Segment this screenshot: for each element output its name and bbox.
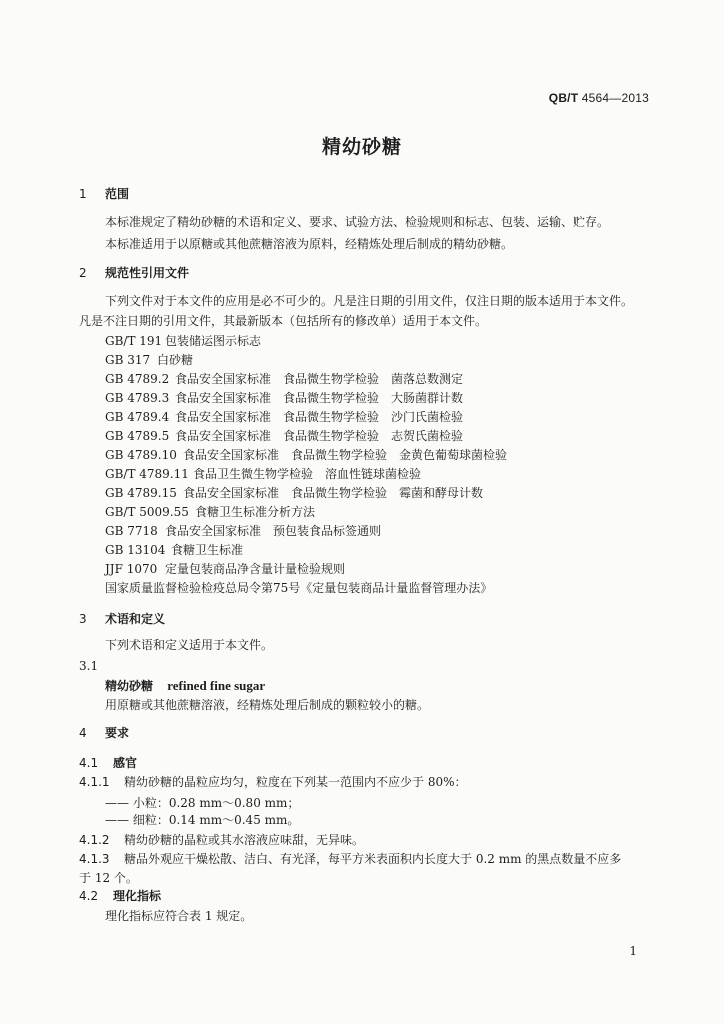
reference-item: GB 4789.15 食品安全国家标准 食品微生物学检验 霉菌和酵母计数 <box>105 486 484 500</box>
reference-item: GB 4789.10 食品安全国家标准 食品微生物学检验 金黄色葡萄球菌检验 <box>105 448 508 462</box>
term-definition: 用原糖或其他蔗糖溶液，经精炼处理后制成的颗粒较小的糖。 <box>105 698 430 712</box>
paragraph: 下列术语和定义适用于本文件。 <box>105 638 274 652</box>
reference-item: GB 4789.3 食品安全国家标准 食品微生物学检验 大肠菌群计数 <box>105 391 464 405</box>
standard-prefix: QB/T <box>548 91 579 105</box>
page-number: 1 <box>629 944 637 958</box>
paragraph: 于 12 个。 <box>79 871 138 885</box>
list-item: —— 细粒：0.14 mm～0.45 mm。 <box>105 813 300 827</box>
reference-item: GB/T 5009.55 食糖卫生标准分析方法 <box>105 505 316 519</box>
reference-item: GB 4789.5 食品安全国家标准 食品微生物学检验 志贺氏菌检验 <box>105 429 464 443</box>
reference-item: GB 317 白砂糖 <box>105 353 194 367</box>
reference-item: GB 4789.2 食品安全国家标准 食品微生物学检验 菌落总数测定 <box>105 372 464 386</box>
reference-item: 国家质量监督检验检疫总局令第75号《定量包装商品计量监督管理办法》 <box>105 581 493 595</box>
section-4-heading: 4 要求 <box>79 726 130 740</box>
term-entry: 精幼砂糖 refined fine sugar <box>105 678 266 693</box>
clause-4-2-heading: 4.2 理化指标 <box>79 889 162 903</box>
reference-item: GB/T 4789.11 食品卫生微生物学检验 溶血性链球菌检验 <box>105 467 422 481</box>
clause-4-1-heading: 4.1 感官 <box>79 756 138 770</box>
standard-code <box>549 91 649 105</box>
paragraph: 凡是不注日期的引用文件，其最新版本（包括所有的修改单）适用于本文件。 <box>79 314 488 328</box>
reference-item: GB 7718 食品安全国家标准 预包装食品标签通则 <box>105 524 382 538</box>
clause-4-1-1: 4.1.1 精幼砂糖的晶粒应均匀，粒度在下列某一范围内不应少于 80%： <box>79 775 467 789</box>
list-item: —— 小粒：0.28 mm～0.80 mm； <box>105 796 300 810</box>
reference-item: GB 4789.4 食品安全国家标准 食品微生物学检验 沙门氏菌检验 <box>105 410 464 424</box>
paragraph: 本标准规定了精幼砂糖的术语和定义、要求、试验方法、检验规则和标志、包装、运输、贮存。 <box>105 215 610 229</box>
section-1-heading: 1 范围 <box>79 187 130 201</box>
paragraph: 本标准适用于以原糖或其他蔗糖溶液为原料，经精炼处理后制成的精幼砂糖。 <box>105 237 514 251</box>
section-3-heading: 3 术语和定义 <box>79 612 166 626</box>
clause-4-1-3: 4.1.3 糖品外观应干燥松散、洁白、有光泽，每平方米表面积内长度大于 0.2 mm 的黑点数量不应多 <box>79 852 622 866</box>
section-2-heading: 2 规范性引用文件 <box>79 266 190 280</box>
paragraph: 理化指标应符合表 1 规定。 <box>105 909 253 923</box>
reference-item: GB/T 191 包装储运图示标志 <box>105 334 262 348</box>
clause-4-1-2: 4.1.2 精幼砂糖的晶粒或其水溶液应味甜，无异味。 <box>79 833 365 847</box>
clause-number: 3.1 <box>79 659 99 673</box>
paragraph: 下列文件对于本文件的应用是必不可少的。凡是注日期的引用文件，仅注日期的版本适用于本文件。 <box>105 294 634 308</box>
standard-number: 4564—2013 <box>581 91 649 105</box>
document-title: 精幼砂糖 <box>321 136 402 158</box>
reference-item: JJF 1070 定量包装商品净含量计量检验规则 <box>105 562 346 576</box>
reference-item: GB 13104 食糖卫生标准 <box>105 543 244 557</box>
